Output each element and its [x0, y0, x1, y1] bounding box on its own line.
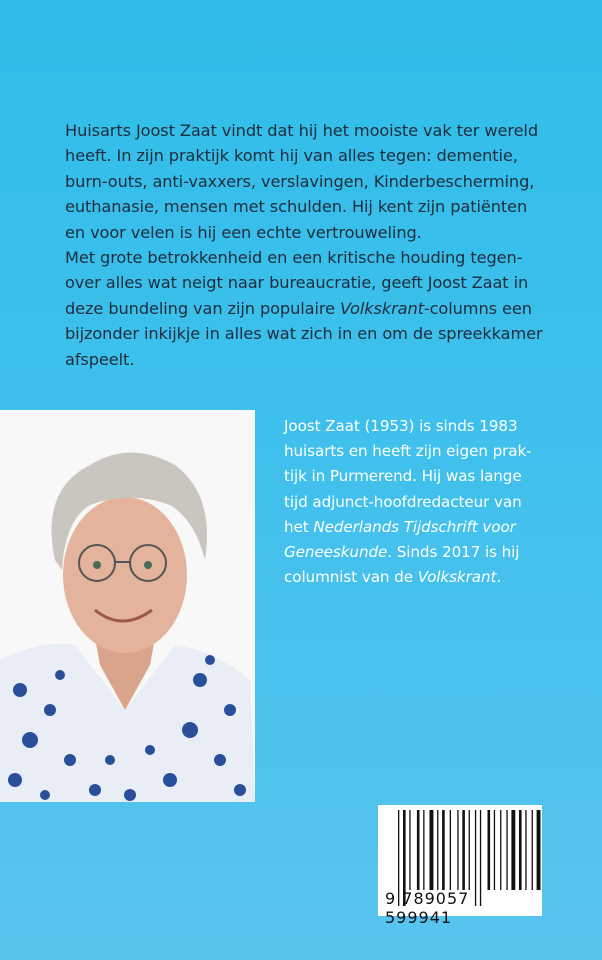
italic-title: Volkskrant: [339, 298, 424, 318]
barcode-bar: [442, 810, 445, 890]
text-line: [284, 490, 599, 515]
barcode-bar: [423, 810, 424, 890]
barcode-bar: [525, 810, 526, 890]
text-segment: Met grote betrokkenheid en een kritische houding tegen-: [65, 248, 523, 268]
isbn-barcode: [378, 805, 542, 927]
text-segment: .: [496, 568, 502, 587]
text-line: [65, 194, 595, 219]
barcode-bar: [462, 810, 465, 890]
barcode-bar: [469, 810, 470, 890]
italic-title: Geneeskunde: [284, 543, 388, 562]
text-line: [284, 565, 599, 590]
text-segment: . Sinds 2017 is hij: [387, 543, 520, 562]
text-line: [65, 321, 595, 346]
text-segment: tijd adjunct-hoofdredacteur van: [284, 492, 522, 511]
text-segment: Joost Zaat (1953) is sinds 1983: [284, 417, 518, 435]
text-segment: en voor velen is hij een echte vertrouweling.: [65, 222, 422, 242]
italic-title: Volkskrant: [417, 568, 497, 587]
barcode-bar: [532, 810, 533, 890]
barcode-bar: [519, 810, 522, 890]
barcode-bar: [537, 810, 541, 890]
barcode-bar: [494, 810, 495, 890]
barcode-bar: [488, 810, 491, 890]
text-line: [65, 118, 595, 143]
text-line: [284, 540, 599, 565]
text-segment: -columns een: [423, 298, 532, 318]
text-line: [284, 515, 599, 540]
text-segment: deze bundeling van zijn populaire: [65, 298, 340, 318]
barcode-bar: [457, 810, 458, 890]
text-line: [284, 464, 599, 489]
text-line: [65, 169, 595, 194]
text-line: [284, 439, 599, 464]
author-bio: [284, 414, 599, 590]
text-segment: burn-outs, anti-vaxxers, verslavingen, Kinderbescherming,: [65, 171, 535, 191]
text-line: [65, 296, 595, 321]
text-line: [284, 414, 599, 439]
text-segment: Huisarts Joost Zaat vindt dat hij het mooiste vak ter wereld: [65, 121, 539, 140]
isbn-number: 9 789057 599941: [385, 889, 470, 927]
barcode-bar: [450, 810, 451, 890]
text-line: [65, 347, 595, 372]
text-segment: afspeelt.: [65, 349, 135, 369]
text-segment: huisarts en heeft zijn eigen prak-: [284, 442, 532, 461]
author-photo: [0, 410, 255, 802]
text-segment: euthanasie, mensen met schulden. Hij kent zijn patiënten: [65, 197, 528, 217]
text-segment: tijk in Purmerend. Hij was lange: [284, 467, 522, 486]
barcode-bar: [409, 810, 410, 890]
text-segment: heeft. In zijn praktijk komt hij van alles tegen: dementie,: [65, 146, 518, 166]
barcode-bar: [511, 810, 515, 890]
text-line: [65, 245, 595, 270]
barcode-bar: [437, 810, 438, 890]
italic-title: Nederlands Tijdschrift voor: [313, 517, 516, 536]
text-line: [65, 143, 595, 168]
barcode-bar: [430, 810, 434, 890]
text-segment: het: [284, 517, 314, 536]
text-line: [65, 270, 595, 295]
text-segment: bijzonder inkijkje in alles wat zich in en om de spreekkamer: [65, 324, 543, 344]
blurb-text: [65, 118, 595, 372]
barcode-bar: [417, 810, 420, 890]
text-line: [65, 220, 595, 245]
barcode-bar: [506, 810, 507, 890]
barcode-bar: [500, 810, 501, 890]
text-segment: over alles wat neigt naar bureaucratie, geeft Joost Zaat in: [65, 273, 529, 293]
text-segment: columnist van de: [284, 568, 418, 587]
